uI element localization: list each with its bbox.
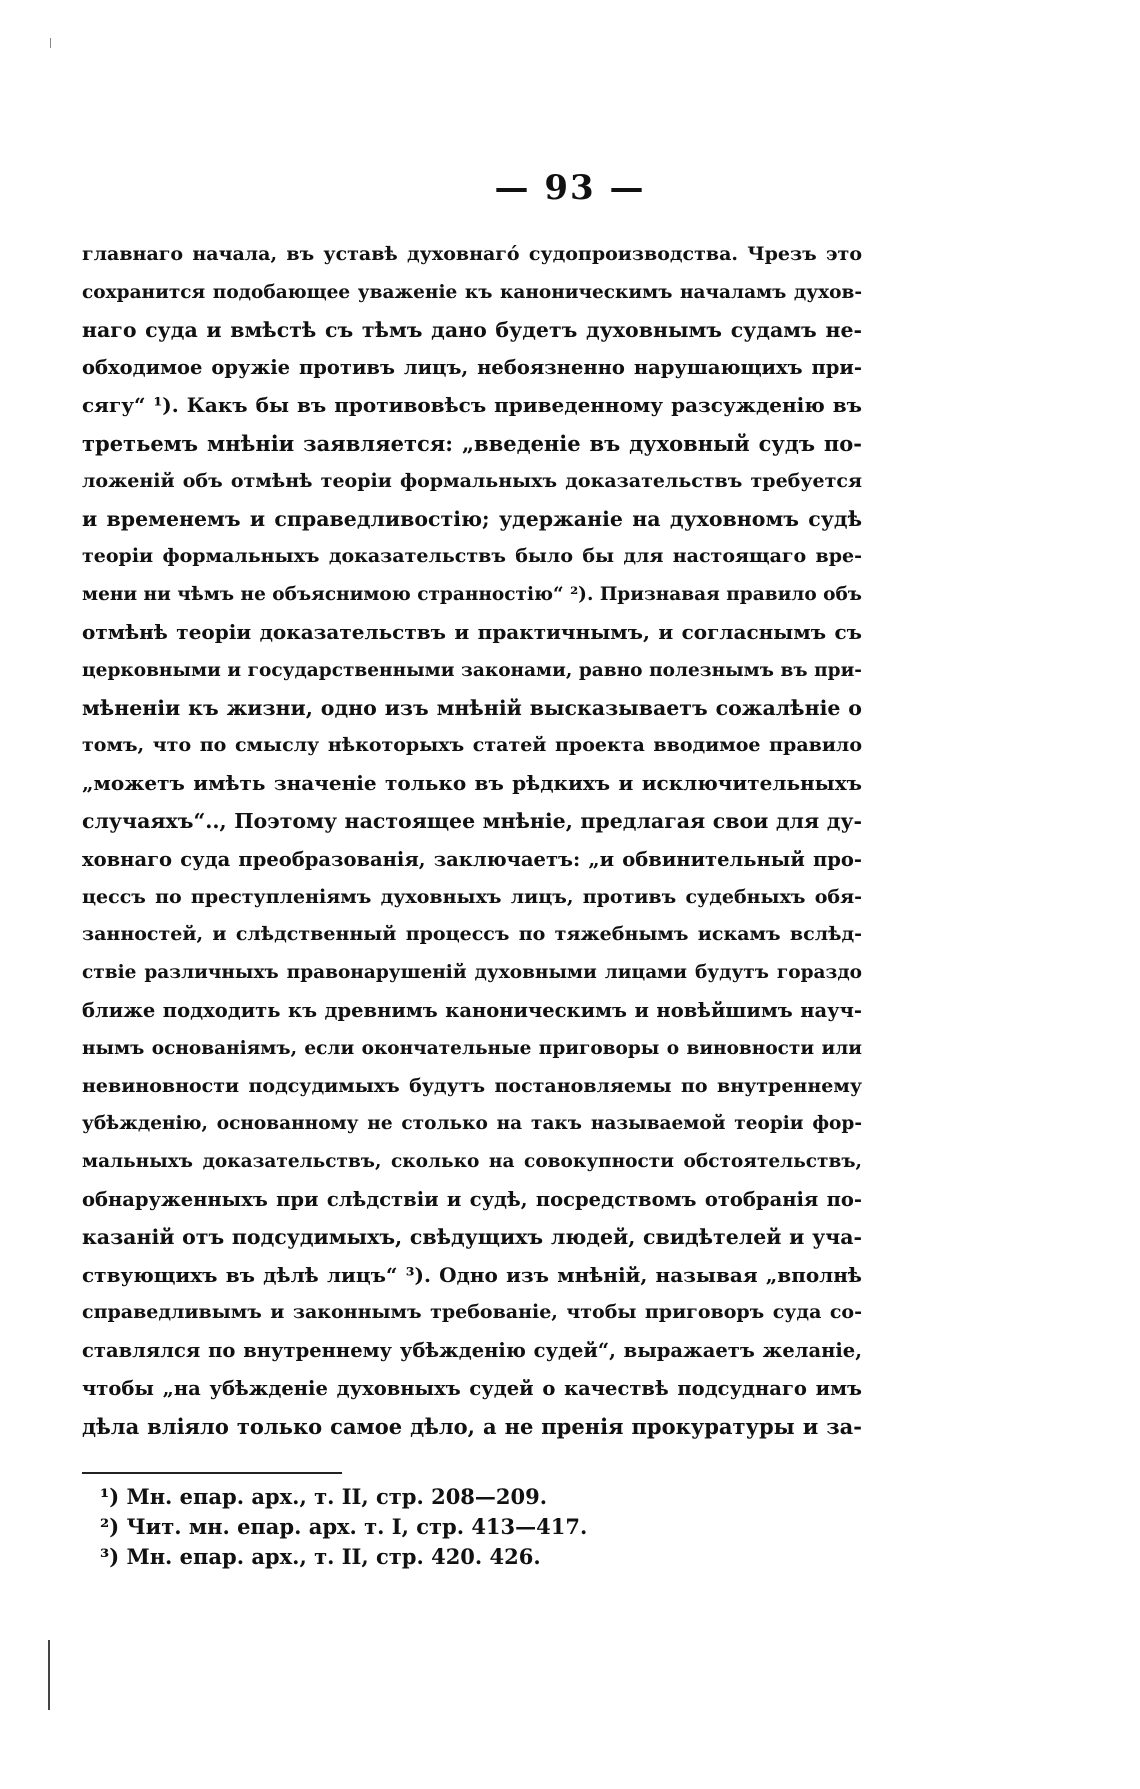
body-line: сягу“ ¹). Какъ бы въ противовѣсъ приведенному разсужденію въ [82, 393, 862, 418]
body-line: ставлялся по внутреннему убѣжденію судей“, выражаетъ желаніе, [82, 1339, 862, 1363]
body-line: дѣла вліяло только самое дѣло, а не пренія прокуратуры и за- [82, 1413, 862, 1439]
body-line: обходимое оружіе противъ лицъ, небоязненно нарушающихъ при- [82, 356, 862, 380]
body-line: третьемъ мнѣніи заявляется: „введеніе въ духовный судъ по- [82, 430, 862, 456]
body-line: и временемъ и справедливостію; удержаніе на духовномъ судѣ [82, 506, 862, 531]
body-line: ложеній объ отмѣнѣ теоріи формальныхъ доказательствъ требуется [82, 469, 862, 492]
body-line: мальныхъ доказательствъ, сколько на совокупности обстоятельствъ, [82, 1151, 862, 1173]
body-line: цессъ по преступленіямъ духовныхъ лицъ, противъ судебныхъ обя- [82, 885, 862, 908]
body-line: главнаго начала, въ уставѣ духовнаго́ судопроизводства. Чрезъ это [82, 243, 862, 265]
body-line: теоріи формальныхъ доказательствъ было бы для настоящаго вре- [82, 545, 862, 568]
body-line: справедливымъ и законнымъ требованіе, чтобы приговоръ суда со- [82, 1301, 862, 1324]
footnotes [100, 1482, 800, 1572]
body-line: случаяхъ“.., Поэтому настоящее мнѣніе, предлагая свои для ду- [82, 808, 862, 833]
body-text [82, 236, 862, 1446]
body-line: сохранится подобающее уваженіе къ каноническимъ началамъ духов- [82, 281, 862, 303]
body-line: нымъ основаніямъ, если окончательные приговоры о виновности или [82, 1037, 862, 1059]
body-line: мѣненіи къ жизни, одно изъ мнѣній высказываетъ сожалѣніе о [82, 695, 862, 720]
body-line: ховнаго суда преобразованія, заключаетъ: „и обвинительный про- [82, 847, 862, 871]
body-line: ближе подходить къ древнимъ каноническимъ и новѣйшимъ науч- [82, 998, 862, 1022]
scan-margin-mark [50, 38, 51, 48]
body-line: „можетъ имѣть значеніе только въ рѣдкихъ и исключительныхъ [82, 771, 862, 796]
body-line: обнаруженныхъ при слѣдствіи и судѣ, посредствомъ отобранія по- [82, 1187, 862, 1211]
footnote: ¹) Мн. епар. арх., т. II, стр. 208—209. [100, 1484, 548, 1509]
body-line: казаній отъ подсудимыхъ, свѣдущихъ людей, свидѣтелей и уча- [82, 1224, 862, 1249]
body-line: ствіе различныхъ правонарушеній духовными лицами будутъ гораздо [82, 962, 862, 984]
scan-margin-mark [48, 1640, 50, 1710]
body-line: чтобы „на убѣжденіе духовныхъ судей о качествѣ подсуднаго имъ [82, 1376, 862, 1400]
footnote-divider [82, 1472, 342, 1474]
body-line: отмѣнѣ теоріи доказательствъ и практичнымъ, и согласнымъ съ [82, 619, 862, 644]
body-line: невиновности подсудимыхъ будутъ постановляемы по внутреннему [82, 1074, 862, 1097]
page-number: — 93 — [494, 168, 646, 208]
body-line: мени ни чѣмъ не объяснимою странностію“ ²). Признавая правило объ [82, 584, 862, 606]
body-line: церковными и государственными законами, равно полезнымъ въ при- [82, 659, 862, 681]
body-line: ствующихъ въ дѣлѣ лицъ“ ³). Одно изъ мнѣній, называя „вполнѣ [82, 1262, 862, 1287]
body-line: наго суда и вмѣстѣ съ тѣмъ дано будетъ духовнымъ судамъ не- [82, 317, 862, 342]
footnote: ²) Чит. мн. епар. арх. т. I, стр. 413—417. [100, 1514, 588, 1539]
body-line: занностей, и слѣдственный процессъ по тяжебнымъ искамъ вслѣд- [82, 923, 862, 946]
body-line: убѣжденію, основанному не столько на такъ называемой теоріи фор- [82, 1113, 862, 1135]
body-line: томъ, что по смыслу нѣкоторыхъ статей проекта вводимое правило [82, 734, 862, 757]
footnote: ³) Мн. епар. арх., т. II, стр. 420. 426. [100, 1544, 541, 1569]
